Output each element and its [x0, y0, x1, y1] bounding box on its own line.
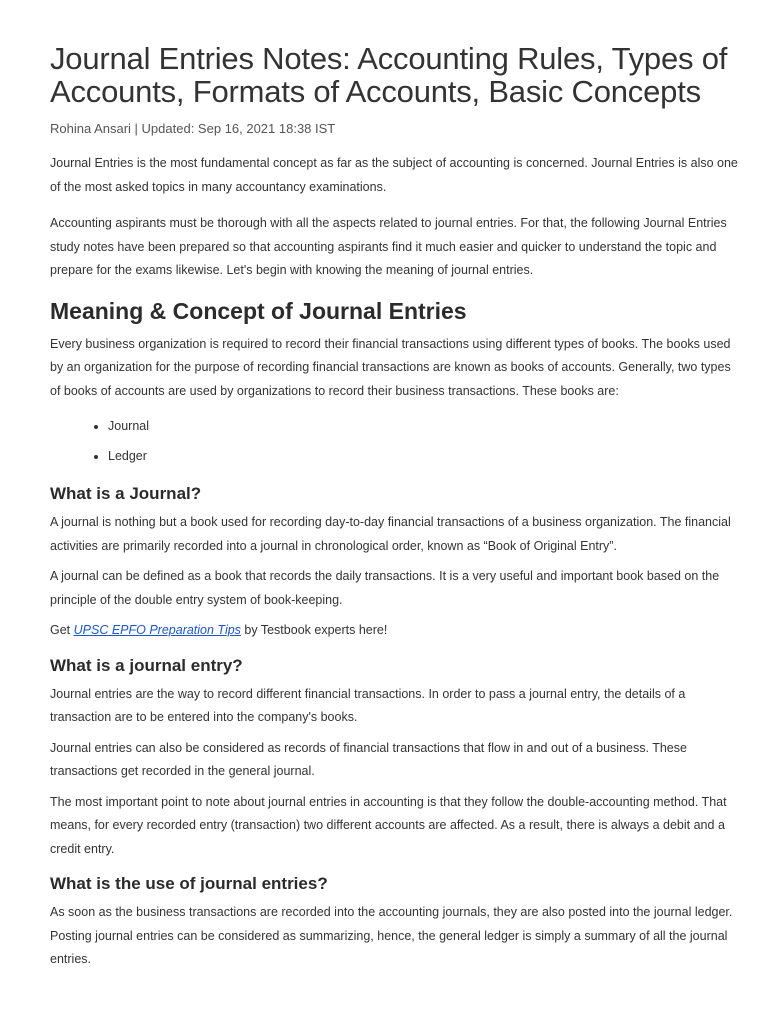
article-meta: Rohina Ansari | Updated: Sep 16, 2021 18:38 IST [50, 121, 336, 136]
journal-entry-paragraph-1: Journal entries are the way to record different financial transactions. In order to pass a journal entry, the details of a transaction are to be entered into the company's books. [50, 686, 686, 724]
use-heading: What is the use of journal entries? [50, 874, 328, 893]
intro-paragraph-2: Accounting aspirants must be thorough with all the aspects related to journal entries. For that, the following Journal Entries study notes have been prepared so that accounting aspirants find it much easier and quicker to understand the topic and prepare for the exams likewise. Let's begin with knowing the meaning of journal entries. [50, 216, 727, 277]
cta-prefix: Get [50, 623, 74, 637]
list-item: • Ledger [108, 441, 738, 471]
cta-suffix: by Testbook experts here! [240, 623, 388, 637]
journal-paragraph-2: A journal can be defined as a book that records the daily transactions. It is a very useful and important book based on the principle of the double entry system of book-keeping. [50, 569, 720, 607]
journal-entry-paragraph-2: Journal entries can also be considered as records of financial transactions that flow in and out of a business. These transactions get recorded in the general journal. [50, 740, 687, 778]
journal-entry-paragraph-3: The most important point to note about journal entries in accounting is that they follow the double-accounting method. That means, for every recorded entry (transaction) two different accounts are affected. As a result, there is always a debit and a credit entry. [50, 794, 727, 856]
article-title: Journal Entries Notes: Accounting Rules, Types of Accounts, Formats of Accounts, Basic Concepts [50, 41, 728, 109]
cta-paragraph [50, 619, 738, 643]
meaning-heading: Meaning & Concept of Journal Entries [50, 297, 467, 324]
journal-entry-heading: What is a journal entry? [50, 655, 243, 675]
list-item: • Journal [108, 411, 738, 441]
journal-heading: What is a Journal? [50, 484, 202, 503]
use-paragraph: As soon as the business transactions are recorded into the accounting journals, they are also posted into the journal ledger. Posting journal entries can be considered as summarizing, hence, the general ledger is simply a summary of all the journal entries. [50, 905, 733, 966]
books-list [50, 411, 738, 471]
upsc-epfo-tips-link[interactable]: UPSC EPFO Preparation Tips [73, 623, 241, 637]
intro-paragraph-1: Journal Entries is the most fundamental concept as far as the subject of accounting is concerned. Journal Entries is also one of the most asked topics in many accountancy examinations. [50, 156, 738, 194]
journal-paragraph-1: A journal is nothing but a book used for recording day-to-day financial transactions of a business organization. The financial activities are primarily recorded into a journal in chronological order, known as “Book of Original Entry”. [50, 515, 731, 553]
meaning-paragraph: Every business organization is required to record their financial transactions using different types of books. The books used by an organization for the purpose of recording financial transactions are known as books of accounts. Generally, two types of books of accounts are used by organizations to record their business transactions. These books are: [50, 336, 731, 398]
